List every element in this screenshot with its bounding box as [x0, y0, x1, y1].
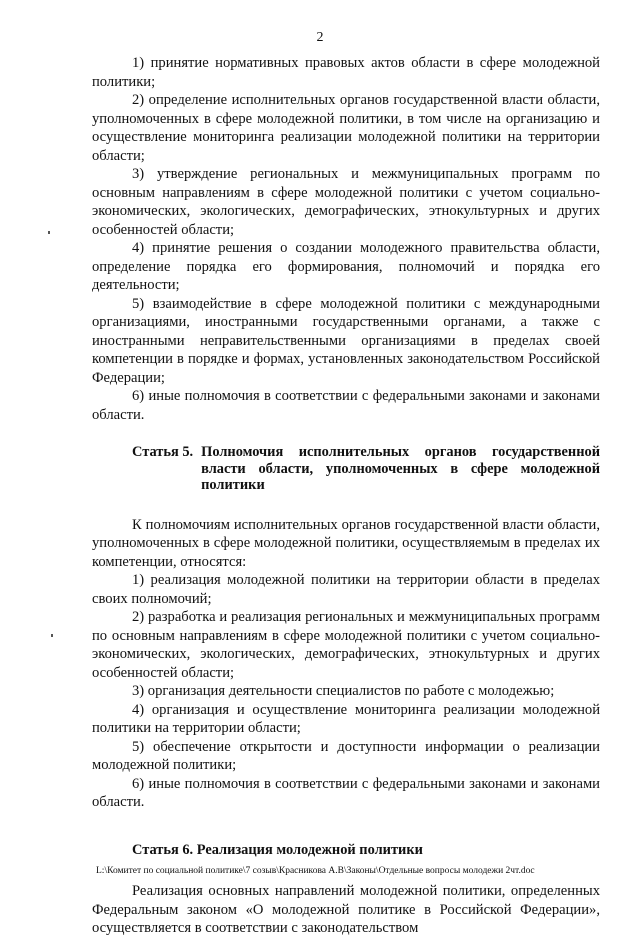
list-item: 3) организация деятельности специалистов по работе с молодежью;: [132, 683, 555, 699]
list-item: 3) утверждение региональных и межмуниципальных программ по основным направлениям в сфере молодежной политики с учетом социально-экономических, экологических, демографических, этнокультурных и других особенностей области;: [92, 166, 600, 238]
article-6-heading: [92, 842, 600, 859]
list-item: 5) обеспечение открытости и доступности информации о реализации молодежной политики;: [92, 738, 600, 773]
page-number: 2: [316, 30, 324, 45]
list-item: 2) разработка и реализация региональных и межмуниципальных программ по основным направлениям в сфере молодежной политики с учетом социально-экономических, экологических, демографических, этнокультурных и других особенностей области;: [92, 609, 600, 681]
article-5-number: Статья 5.: [132, 444, 194, 460]
list-item: 6) иные полномочия в соответствии с федеральными законами и законами области.: [92, 388, 600, 423]
list-item: 6) иные полномочия в соответствии с федеральными законами и законами области.: [92, 775, 600, 810]
article-6-text: Реализация основных направлений молодежной политики, определенных Федеральным законом «О молодежной политике в Российской Федерации», осуществляется в соответствии с законодательством: [92, 883, 600, 936]
article-6-title: Статья 6. Реализация молодежной политики: [132, 841, 423, 858]
article-5-heading: [92, 444, 600, 494]
footer-file-path: L:\Комитет по социальной политике\7 созыв\Красникова А.В\Законы\Отдельные вопросы молодежи 2чт.doc: [96, 866, 535, 876]
document-body: [92, 54, 600, 938]
scan-mark: [51, 634, 53, 637]
list-item: 1) принятие нормативных правовых актов области в сфере молодежной политики;: [92, 55, 600, 90]
scan-mark: [48, 231, 50, 234]
article-5-intro: К полномочиям исполнительных органов государственной власти области, уполномоченных в сфере молодежной политики, осуществляемым в пределах их компетенции, относятся:: [92, 516, 600, 570]
list-item: 1) реализация молодежной политики на территории области в пределах своих полномочий;: [92, 572, 600, 607]
article-5-title: Полномочия исполнительных органов государственной власти области, уполномоченных в сфере молодежной политики: [201, 444, 600, 493]
list-item: 2) определение исполнительных органов государственной власти области, уполномоченных в сфере молодежной политики, в том числе на организацию и осуществление мониторинга реализации молодежной политики на территории области;: [92, 92, 600, 164]
list-item: 4) организация и осуществление мониторинга реализации молодежной политики на территории области;: [92, 701, 600, 736]
list-item: 4) принятие решения о создании молодежного правительства области, определение порядка его формирования, полномочий и порядка его деятельности;: [92, 240, 600, 293]
list-item: 5) взаимодействие в сфере молодежной политики с международными организациями, иностранными государственными органами, а также с иностранными неправительственными организациями в пределах своей компетенции в порядке и формах, установленных законодательством Российской Федерации;: [92, 295, 600, 386]
